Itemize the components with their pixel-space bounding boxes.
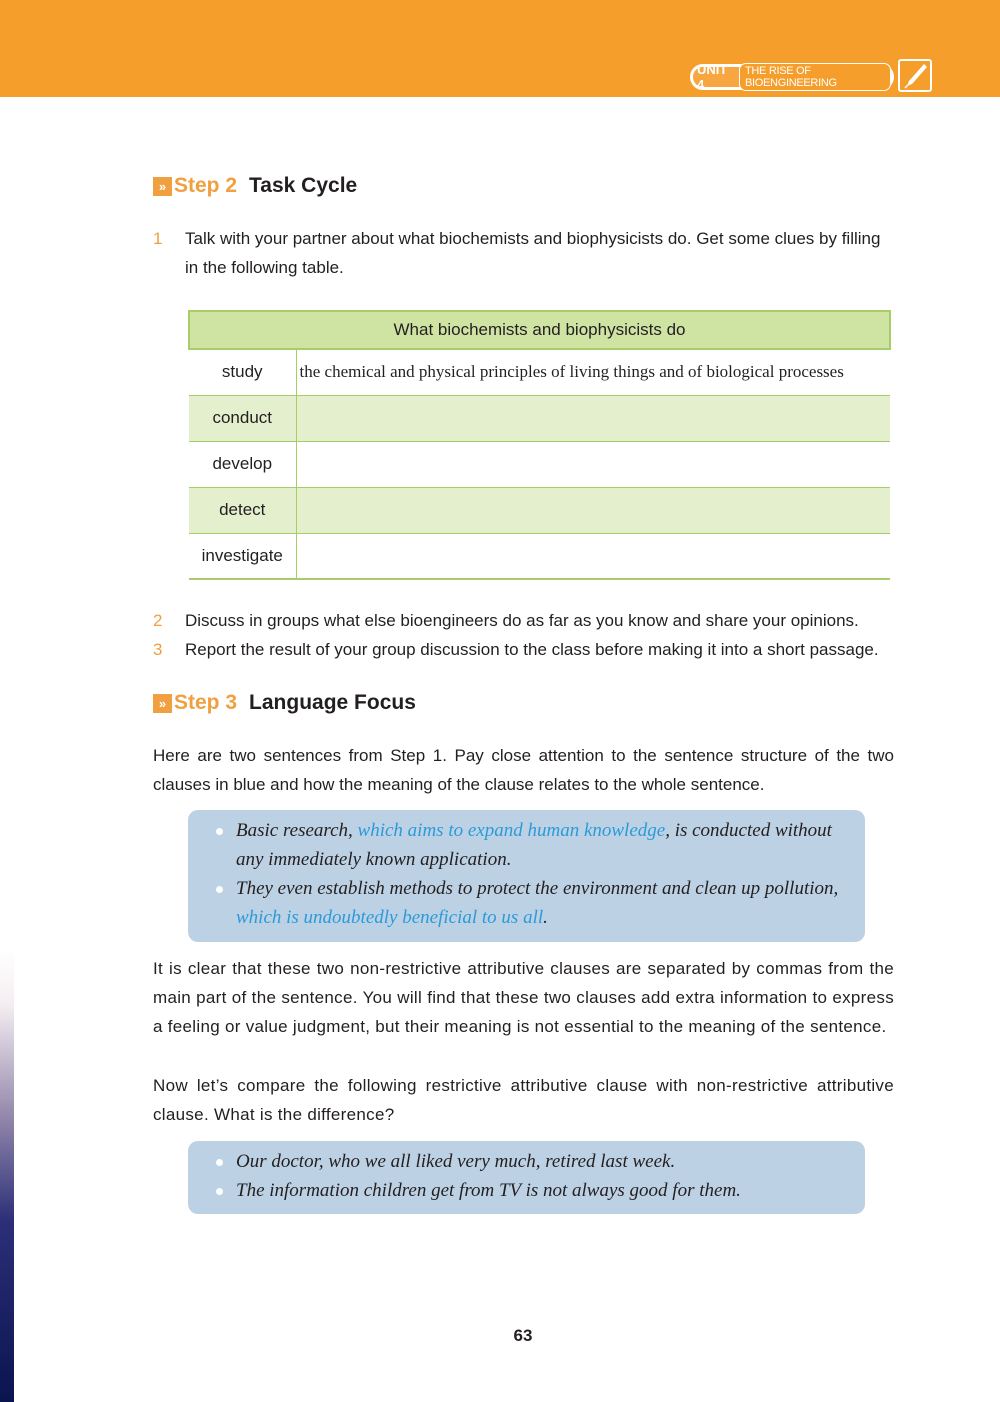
compare-paragraph: Now let’s compare the following restrictive attributive clause with non-restrictive attributive clause. What is the difference?	[153, 1076, 894, 1124]
item-text: Report the result of your group discussion to the class before making it into a short passage.	[185, 640, 879, 659]
row-answer[interactable]	[296, 487, 890, 533]
task-item	[153, 635, 898, 664]
sentence-part: .	[543, 907, 548, 928]
row-answer[interactable]	[296, 395, 890, 441]
pen-icon	[898, 59, 932, 92]
item-text: Talk with your partner about what biochemists and biophysicists do. Get some clues by filling in the following table.	[185, 229, 881, 277]
step-label: Step 3	[174, 691, 238, 714]
page-header	[0, 0, 1000, 97]
item-number: 1	[153, 229, 163, 248]
step-title: Language Focus	[249, 691, 416, 714]
row-answer[interactable]	[296, 533, 890, 579]
step3-heading	[153, 691, 416, 715]
explanation-paragraph: It is clear that these two non-restrictive attributive clauses are separated by commas from the main part of the sentence. You will find that these two clauses add extra information to express a feeling or value judgment, but their meaning is not essential to the meaning of the sentence.	[153, 959, 894, 1036]
row-answer[interactable]	[296, 441, 890, 487]
item-number: 2	[153, 611, 163, 630]
step2-heading	[153, 174, 357, 198]
unit-badge	[690, 64, 894, 90]
table-row	[189, 441, 890, 487]
double-chevron-icon: »	[153, 694, 172, 713]
intro-paragraph: Here are two sentences from Step 1. Pay close attention to the sentence structure of the two clauses in blue and how the meaning of the clause relates to the whole sentence.	[153, 746, 894, 794]
double-chevron-icon: »	[153, 177, 172, 196]
row-answer[interactable]: the chemical and physical principles of living things and of biological processes	[296, 349, 890, 395]
highlighted-clause: which aims to expand human knowledge	[357, 820, 666, 841]
task-item	[153, 224, 898, 282]
example-box-2	[188, 1141, 865, 1214]
example-sentence: Our doctor, who we all liked very much, retired last week.	[216, 1147, 857, 1176]
step-title: Task Cycle	[249, 174, 358, 197]
unit-label: UNIT 4	[697, 62, 728, 92]
unit-title: THE RISE OF BIOENGINEERING	[739, 63, 891, 91]
highlighted-clause: which is undoubtedly beneficial to us all	[236, 907, 544, 928]
table-row	[189, 533, 890, 579]
step-label: Step 2	[174, 174, 238, 197]
example-sentence	[216, 816, 857, 874]
example-box-1	[188, 810, 865, 942]
table-row	[189, 487, 890, 533]
row-verb: investigate	[189, 533, 296, 579]
row-verb: detect	[189, 487, 296, 533]
task-item	[153, 606, 898, 635]
table-row	[189, 395, 890, 441]
sentence-part: Basic research,	[236, 820, 358, 841]
item-number: 3	[153, 640, 163, 659]
task-table	[188, 310, 891, 580]
table-row	[189, 349, 890, 395]
sentence-part: , is conducted without any immediately known application.	[236, 820, 832, 870]
table-header: What biochemists and biophysicists do	[189, 311, 890, 349]
item-text: Discuss in groups what else bioengineers do as far as you know and share your opinions.	[185, 611, 859, 630]
example-sentence: The information children get from TV is not always good for them.	[216, 1176, 857, 1205]
page-number: 63	[513, 1326, 533, 1345]
row-verb: conduct	[189, 395, 296, 441]
sentence-part: They even establish methods to protect the environment and clean up pollution,	[236, 878, 839, 899]
row-verb: study	[189, 349, 296, 395]
example-sentence	[216, 874, 857, 932]
row-verb: develop	[189, 441, 296, 487]
